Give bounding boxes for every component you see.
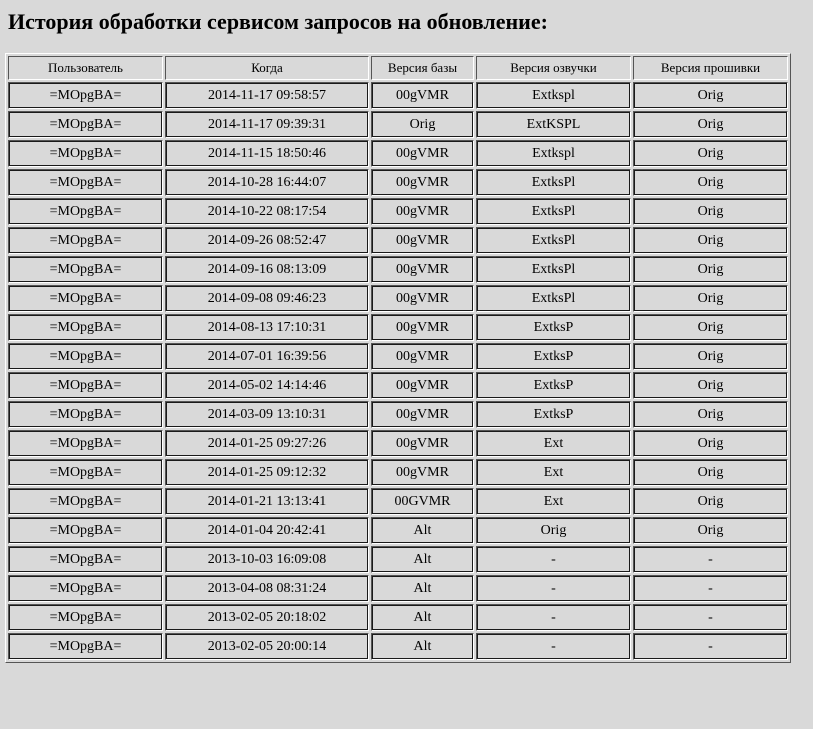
cell-firmware-version: Orig xyxy=(633,285,788,312)
cell-when: 2014-01-04 20:42:41 xyxy=(165,517,369,544)
table-row xyxy=(8,227,788,254)
cell-when: 2014-10-22 08:17:54 xyxy=(165,198,369,225)
cell-voice-version: ExtksPl xyxy=(476,285,631,312)
cell-when: 2014-01-25 09:27:26 xyxy=(165,430,369,457)
cell-voice-version: ExtksPl xyxy=(476,256,631,283)
cell-user: =MOpgBA= xyxy=(8,111,163,138)
cell-user: =MOpgBA= xyxy=(8,256,163,283)
cell-user: =MOpgBA= xyxy=(8,198,163,225)
cell-firmware-version: Orig xyxy=(633,169,788,196)
cell-firmware-version: Orig xyxy=(633,343,788,370)
cell-user: =MOpgBA= xyxy=(8,314,163,341)
cell-when: 2014-11-17 09:58:57 xyxy=(165,82,369,109)
table-row xyxy=(8,343,788,370)
cell-db-version: 00gVMR xyxy=(371,227,474,254)
cell-firmware-version: Orig xyxy=(633,517,788,544)
cell-db-version: Alt xyxy=(371,575,474,602)
cell-user: =MOpgBA= xyxy=(8,633,163,660)
cell-firmware-version: Orig xyxy=(633,227,788,254)
table-row xyxy=(8,111,788,138)
cell-when: 2014-09-08 09:46:23 xyxy=(165,285,369,312)
cell-when: 2014-08-13 17:10:31 xyxy=(165,314,369,341)
cell-voice-version: Ext xyxy=(476,459,631,486)
table-row xyxy=(8,285,788,312)
update-history-table xyxy=(5,53,791,663)
cell-firmware-version: Orig xyxy=(633,256,788,283)
cell-user: =MOpgBA= xyxy=(8,343,163,370)
cell-voice-version: ExtKSPL xyxy=(476,111,631,138)
table-row xyxy=(8,430,788,457)
column-header-user: Пользователь xyxy=(8,56,163,80)
table-header-row xyxy=(8,56,788,80)
cell-user: =MOpgBA= xyxy=(8,140,163,167)
cell-when: 2014-11-17 09:39:31 xyxy=(165,111,369,138)
cell-voice-version: ExtksPl xyxy=(476,169,631,196)
cell-user: =MOpgBA= xyxy=(8,227,163,254)
cell-firmware-version: Orig xyxy=(633,314,788,341)
cell-db-version: Alt xyxy=(371,633,474,660)
table-body xyxy=(8,82,788,660)
cell-user: =MOpgBA= xyxy=(8,372,163,399)
cell-voice-version: ExtksP xyxy=(476,343,631,370)
cell-user: =MOpgBA= xyxy=(8,285,163,312)
cell-db-version: 00gVMR xyxy=(371,82,474,109)
cell-when: 2013-10-03 16:09:08 xyxy=(165,546,369,573)
cell-firmware-version: Orig xyxy=(633,459,788,486)
cell-db-version: 00gVMR xyxy=(371,314,474,341)
cell-when: 2014-03-09 13:10:31 xyxy=(165,401,369,428)
table-row xyxy=(8,546,788,573)
cell-when: 2014-01-21 13:13:41 xyxy=(165,488,369,515)
cell-when: 2014-09-26 08:52:47 xyxy=(165,227,369,254)
cell-user: =MOpgBA= xyxy=(8,401,163,428)
cell-firmware-version: Orig xyxy=(633,140,788,167)
cell-user: =MOpgBA= xyxy=(8,488,163,515)
cell-db-version: Alt xyxy=(371,517,474,544)
table-row xyxy=(8,633,788,660)
table-row xyxy=(8,372,788,399)
cell-db-version: 00gVMR xyxy=(371,169,474,196)
cell-firmware-version: - xyxy=(633,604,788,631)
cell-db-version: 00gVMR xyxy=(371,459,474,486)
cell-db-version: Orig xyxy=(371,111,474,138)
cell-db-version: 00gVMR xyxy=(371,372,474,399)
cell-user: =MOpgBA= xyxy=(8,169,163,196)
cell-voice-version: ExtksP xyxy=(476,401,631,428)
cell-firmware-version: Orig xyxy=(633,372,788,399)
cell-when: 2014-09-16 08:13:09 xyxy=(165,256,369,283)
cell-db-version: Alt xyxy=(371,604,474,631)
cell-voice-version: ExtksPl xyxy=(476,227,631,254)
cell-voice-version: Extkspl xyxy=(476,140,631,167)
cell-voice-version: - xyxy=(476,604,631,631)
cell-db-version: 00gVMR xyxy=(371,198,474,225)
column-header-voice-version: Версия озвучки xyxy=(476,56,631,80)
cell-db-version: 00gVMR xyxy=(371,343,474,370)
cell-user: =MOpgBA= xyxy=(8,546,163,573)
cell-db-version: 00GVMR xyxy=(371,488,474,515)
cell-db-version: 00gVMR xyxy=(371,140,474,167)
cell-user: =MOpgBA= xyxy=(8,604,163,631)
cell-firmware-version: - xyxy=(633,575,788,602)
cell-voice-version: ExtksPl xyxy=(476,198,631,225)
cell-voice-version: Orig xyxy=(476,517,631,544)
cell-voice-version: ExtksP xyxy=(476,372,631,399)
cell-voice-version: Ext xyxy=(476,488,631,515)
cell-voice-version: - xyxy=(476,546,631,573)
cell-user: =MOpgBA= xyxy=(8,517,163,544)
cell-firmware-version: - xyxy=(633,633,788,660)
table-row xyxy=(8,459,788,486)
cell-db-version: 00gVMR xyxy=(371,256,474,283)
cell-voice-version: - xyxy=(476,575,631,602)
table-row xyxy=(8,140,788,167)
table-row xyxy=(8,256,788,283)
cell-when: 2014-05-02 14:14:46 xyxy=(165,372,369,399)
cell-when: 2013-02-05 20:00:14 xyxy=(165,633,369,660)
cell-user: =MOpgBA= xyxy=(8,430,163,457)
cell-user: =MOpgBA= xyxy=(8,575,163,602)
cell-firmware-version: - xyxy=(633,546,788,573)
cell-firmware-version: Orig xyxy=(633,488,788,515)
cell-when: 2014-01-25 09:12:32 xyxy=(165,459,369,486)
table-row xyxy=(8,488,788,515)
table-row xyxy=(8,401,788,428)
table-row xyxy=(8,575,788,602)
cell-when: 2013-04-08 08:31:24 xyxy=(165,575,369,602)
cell-db-version: 00gVMR xyxy=(371,430,474,457)
cell-when: 2013-02-05 20:18:02 xyxy=(165,604,369,631)
cell-firmware-version: Orig xyxy=(633,401,788,428)
cell-user: =MOpgBA= xyxy=(8,82,163,109)
cell-firmware-version: Orig xyxy=(633,198,788,225)
cell-when: 2014-11-15 18:50:46 xyxy=(165,140,369,167)
cell-db-version: Alt xyxy=(371,546,474,573)
cell-voice-version: Extkspl xyxy=(476,82,631,109)
page-title: История обработки сервисом запросов на обновление: xyxy=(8,9,548,34)
cell-when: 2014-07-01 16:39:56 xyxy=(165,343,369,370)
table-row xyxy=(8,314,788,341)
cell-firmware-version: Orig xyxy=(633,82,788,109)
cell-firmware-version: Orig xyxy=(633,430,788,457)
cell-voice-version: - xyxy=(476,633,631,660)
cell-voice-version: Ext xyxy=(476,430,631,457)
column-header-firmware-version: Версия прошивки xyxy=(633,56,788,80)
table-row xyxy=(8,517,788,544)
column-header-db-version: Версия базы xyxy=(371,56,474,80)
cell-firmware-version: Orig xyxy=(633,111,788,138)
cell-user: =MOpgBA= xyxy=(8,459,163,486)
cell-voice-version: ExtksP xyxy=(476,314,631,341)
table-row xyxy=(8,82,788,109)
cell-db-version: 00gVMR xyxy=(371,401,474,428)
column-header-when: Когда xyxy=(165,56,369,80)
cell-when: 2014-10-28 16:44:07 xyxy=(165,169,369,196)
cell-db-version: 00gVMR xyxy=(371,285,474,312)
table-row xyxy=(8,198,788,225)
table-row xyxy=(8,604,788,631)
table-row xyxy=(8,169,788,196)
